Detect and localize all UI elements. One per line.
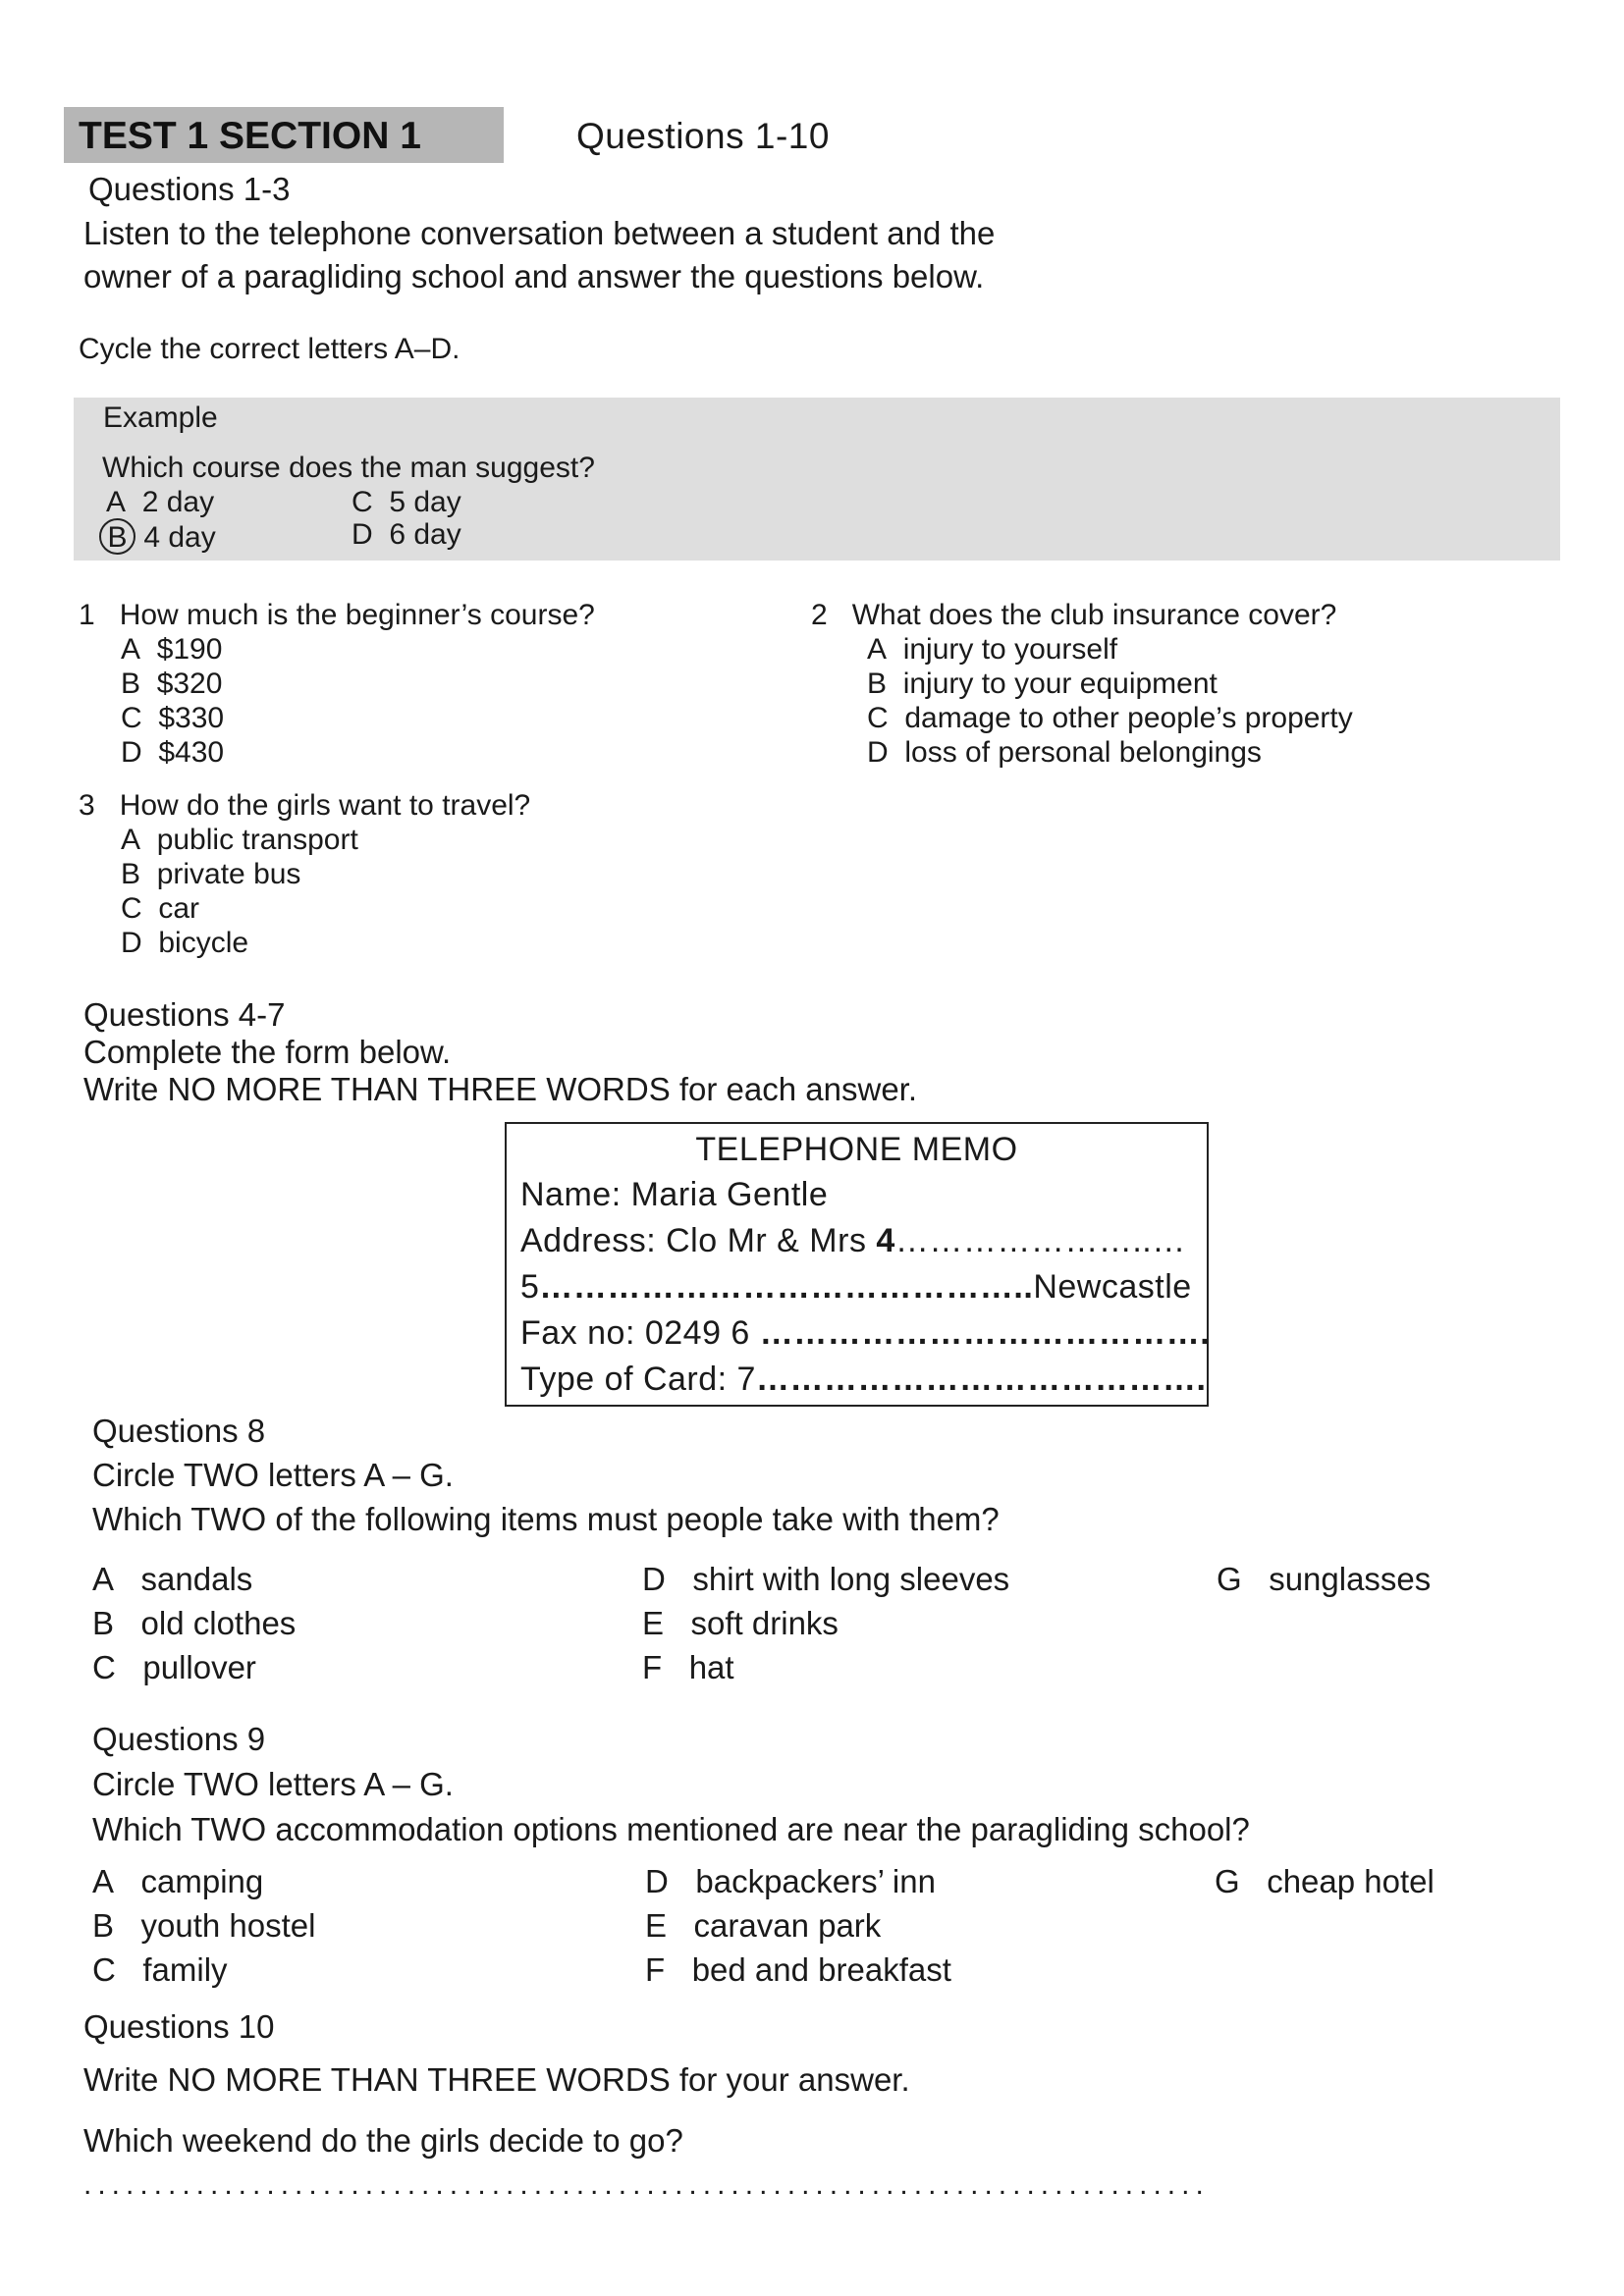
telephone-memo-form [505,1122,1209,1407]
q9-instruction: Circle TWO letters A – G. [92,1766,454,1802]
memo-title: TELEPHONE MEMO [695,1131,1018,1168]
example-label: Example [103,401,218,434]
part1-instruction-line2: owner of a paragliding school and answer the questions below. [83,258,985,294]
question-2-option-c[interactable]: C damage to other people’s property [867,702,1353,734]
question-1-option-a[interactable]: A $190 [121,633,223,666]
q8-option-g[interactable]: G sunglasses [1217,1561,1432,1597]
section-title: TEST 1 SECTION 1 [79,115,421,157]
questions-range: Questions 1-10 [576,116,830,156]
q10-answer-line[interactable]: ................................................................................ [83,2168,1210,2201]
q8-option-d[interactable]: D shirt with long sleeves [642,1561,1010,1597]
q10-instruction: Write NO MORE THAN THREE WORDS for your answer. [83,2061,910,2098]
q9-option-d[interactable]: D backpackers’ inn [645,1863,936,1899]
question-2-option-d[interactable]: D loss of personal belongings [867,736,1262,769]
question-2-option-a[interactable]: A injury to yourself [867,633,1118,666]
answer-4-blank[interactable]: …………………..… [894,1222,1186,1259]
memo-name-line: Name: Maria Gentle [520,1176,829,1213]
selected-answer-circle: B [99,518,135,555]
question-2-option-b[interactable]: B injury to your equipment [867,667,1218,700]
part1-heading: Questions 1-3 [88,171,291,207]
q9-option-a[interactable]: A camping [92,1863,264,1899]
answer-6-blank[interactable]: …………………………………. [759,1314,1211,1352]
part2-heading: Questions 4-7 [83,996,286,1033]
q8-option-e[interactable]: E soft drinks [642,1605,839,1641]
part1-instruction-line1: Listen to the telephone conversation between a student and the [83,215,996,251]
part1-task: Cycle the correct letters A–D. [79,333,460,365]
q9-option-f[interactable]: F bed and breakfast [645,1951,951,1988]
q9-question: Which TWO accommodation options mentioned are near the paragliding school? [92,1811,1250,1847]
q9-heading: Questions 9 [92,1721,266,1757]
q8-option-a[interactable]: A sandals [92,1561,253,1597]
q10-heading: Questions 10 [83,2008,275,2045]
example-option-d: D 6 day [352,518,461,551]
q8-option-f[interactable]: F hat [642,1649,734,1685]
question-3-option-c[interactable]: C car [121,892,200,925]
example-option-b: B 4 day [106,518,216,555]
example-box [74,398,1560,561]
q8-instruction: Circle TWO letters A – G. [92,1457,454,1493]
section-badge [64,107,504,163]
part2-instruction1: Complete the form below. [83,1034,452,1070]
question-3-option-b[interactable]: B private bus [121,858,301,890]
q10-question: Which weekend do the girls decide to go? [83,2122,683,2159]
q9-option-e[interactable]: E caravan park [645,1907,882,1944]
q9-option-g[interactable]: G cheap hotel [1215,1863,1435,1899]
example-question: Which course does the man suggest? [102,452,595,484]
example-option-c: C 5 day [352,486,461,518]
question-3-option-a[interactable]: A public transport [121,824,358,856]
question-2: 2 What does the club insurance cover? [811,599,1337,631]
question-3: 3 How do the girls want to travel? [79,789,531,822]
answer-5-blank[interactable]: …………………………………….. [539,1268,1034,1306]
part2-instruction2: Write NO MORE THAN THREE WORDS for each answer. [83,1071,918,1107]
answer-7-blank[interactable]: …………………………………. [755,1361,1207,1398]
q8-heading: Questions 8 [92,1413,266,1449]
question-1: 1 How much is the beginner’s course? [79,599,595,631]
question-1-option-d[interactable]: D $430 [121,736,225,769]
memo-card-line: Type of Card: 7…………………………………. [520,1361,1207,1398]
q9-option-b[interactable]: B youth hostel [92,1907,316,1944]
question-1-option-b[interactable]: B $320 [121,667,223,700]
question-1-option-c[interactable]: C $330 [121,702,225,734]
memo-line-5: 5……………………………………..Newcastle [520,1268,1192,1306]
q8-option-c[interactable]: C pullover [92,1649,256,1685]
example-option-a: A 2 day [106,486,215,518]
memo-address-line: Address: Clo Mr & Mrs 4…………………..… [520,1222,1186,1259]
q9-option-c[interactable]: C family [92,1951,228,1988]
question-3-option-d[interactable]: D bicycle [121,927,249,959]
memo-fax-line: Fax no: 0249 6 …………………………………. [520,1314,1211,1352]
q8-option-b[interactable]: B old clothes [92,1605,297,1641]
q8-question: Which TWO of the following items must people take with them? [92,1501,1000,1537]
